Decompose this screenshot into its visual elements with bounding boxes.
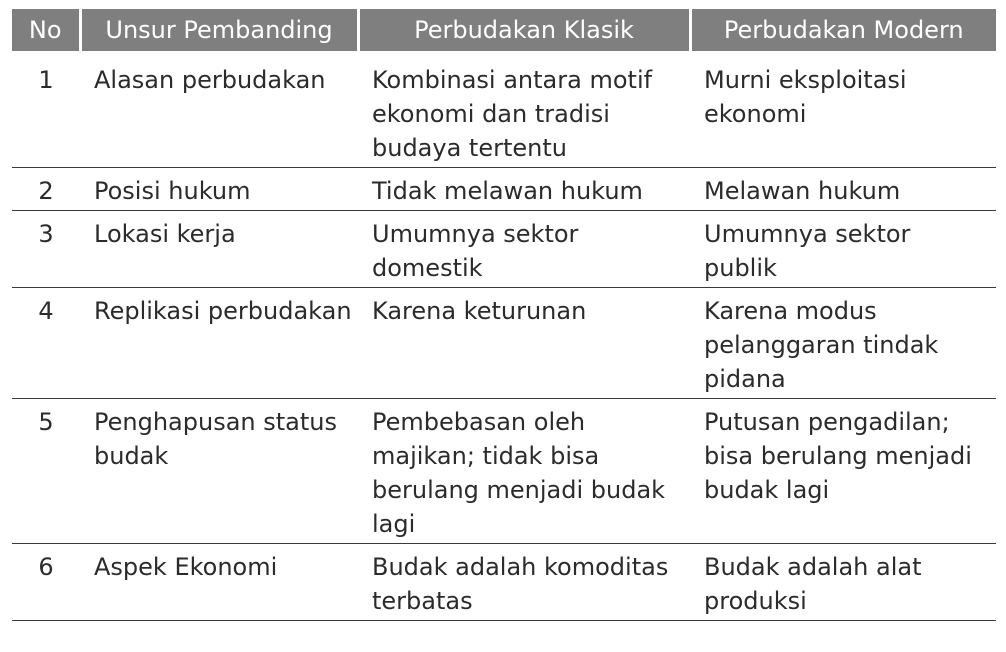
cell-modern: Murni eksploitasi ekonomi <box>690 51 996 168</box>
cell-klasik: Kombinasi antara motif ekonomi dan tradisi budaya tertentu <box>358 51 690 168</box>
cell-klasik: Karena keturunan <box>358 288 690 399</box>
cell-modern: Melawan hukum <box>690 168 996 211</box>
table-row <box>12 211 996 288</box>
header-unsur-pembanding: Unsur Pembanding <box>80 9 358 51</box>
cell-unsur: Lokasi kerja <box>80 211 358 288</box>
header-no: No <box>12 9 80 51</box>
cell-klasik: Umumnya sektor domestik <box>358 211 690 288</box>
comparison-table <box>12 9 996 621</box>
cell-modern: Karena modus pelanggaran tindak pidana <box>690 288 996 399</box>
header-perbudakan-modern: Perbudakan Modern <box>690 9 996 51</box>
cell-klasik: Tidak melawan hukum <box>358 168 690 211</box>
table-row <box>12 51 996 168</box>
table-row <box>12 168 996 211</box>
comparison-table-container <box>12 9 996 621</box>
cell-modern: Putusan pengadilan; bisa berulang menjadi budak lagi <box>690 399 996 544</box>
cell-modern: Budak adalah alat produksi <box>690 544 996 621</box>
cell-no: 3 <box>12 211 80 288</box>
cell-unsur: Aspek Ekonomi <box>80 544 358 621</box>
table-row <box>12 288 996 399</box>
header-perbudakan-klasik: Perbudakan Klasik <box>358 9 690 51</box>
cell-unsur: Penghapusan status budak <box>80 399 358 544</box>
table-row <box>12 544 996 621</box>
cell-no: 1 <box>12 51 80 168</box>
header-row <box>12 9 996 51</box>
cell-klasik: Pembebasan oleh majikan; tidak bisa berulang menjadi budak lagi <box>358 399 690 544</box>
cell-no: 4 <box>12 288 80 399</box>
cell-modern: Umumnya sektor publik <box>690 211 996 288</box>
table-row <box>12 399 996 544</box>
cell-unsur: Replikasi perbudakan <box>80 288 358 399</box>
cell-unsur: Alasan perbudakan <box>80 51 358 168</box>
cell-unsur: Posisi hukum <box>80 168 358 211</box>
cell-no: 5 <box>12 399 80 544</box>
cell-no: 6 <box>12 544 80 621</box>
cell-no: 2 <box>12 168 80 211</box>
cell-klasik: Budak adalah komoditas terbatas <box>358 544 690 621</box>
